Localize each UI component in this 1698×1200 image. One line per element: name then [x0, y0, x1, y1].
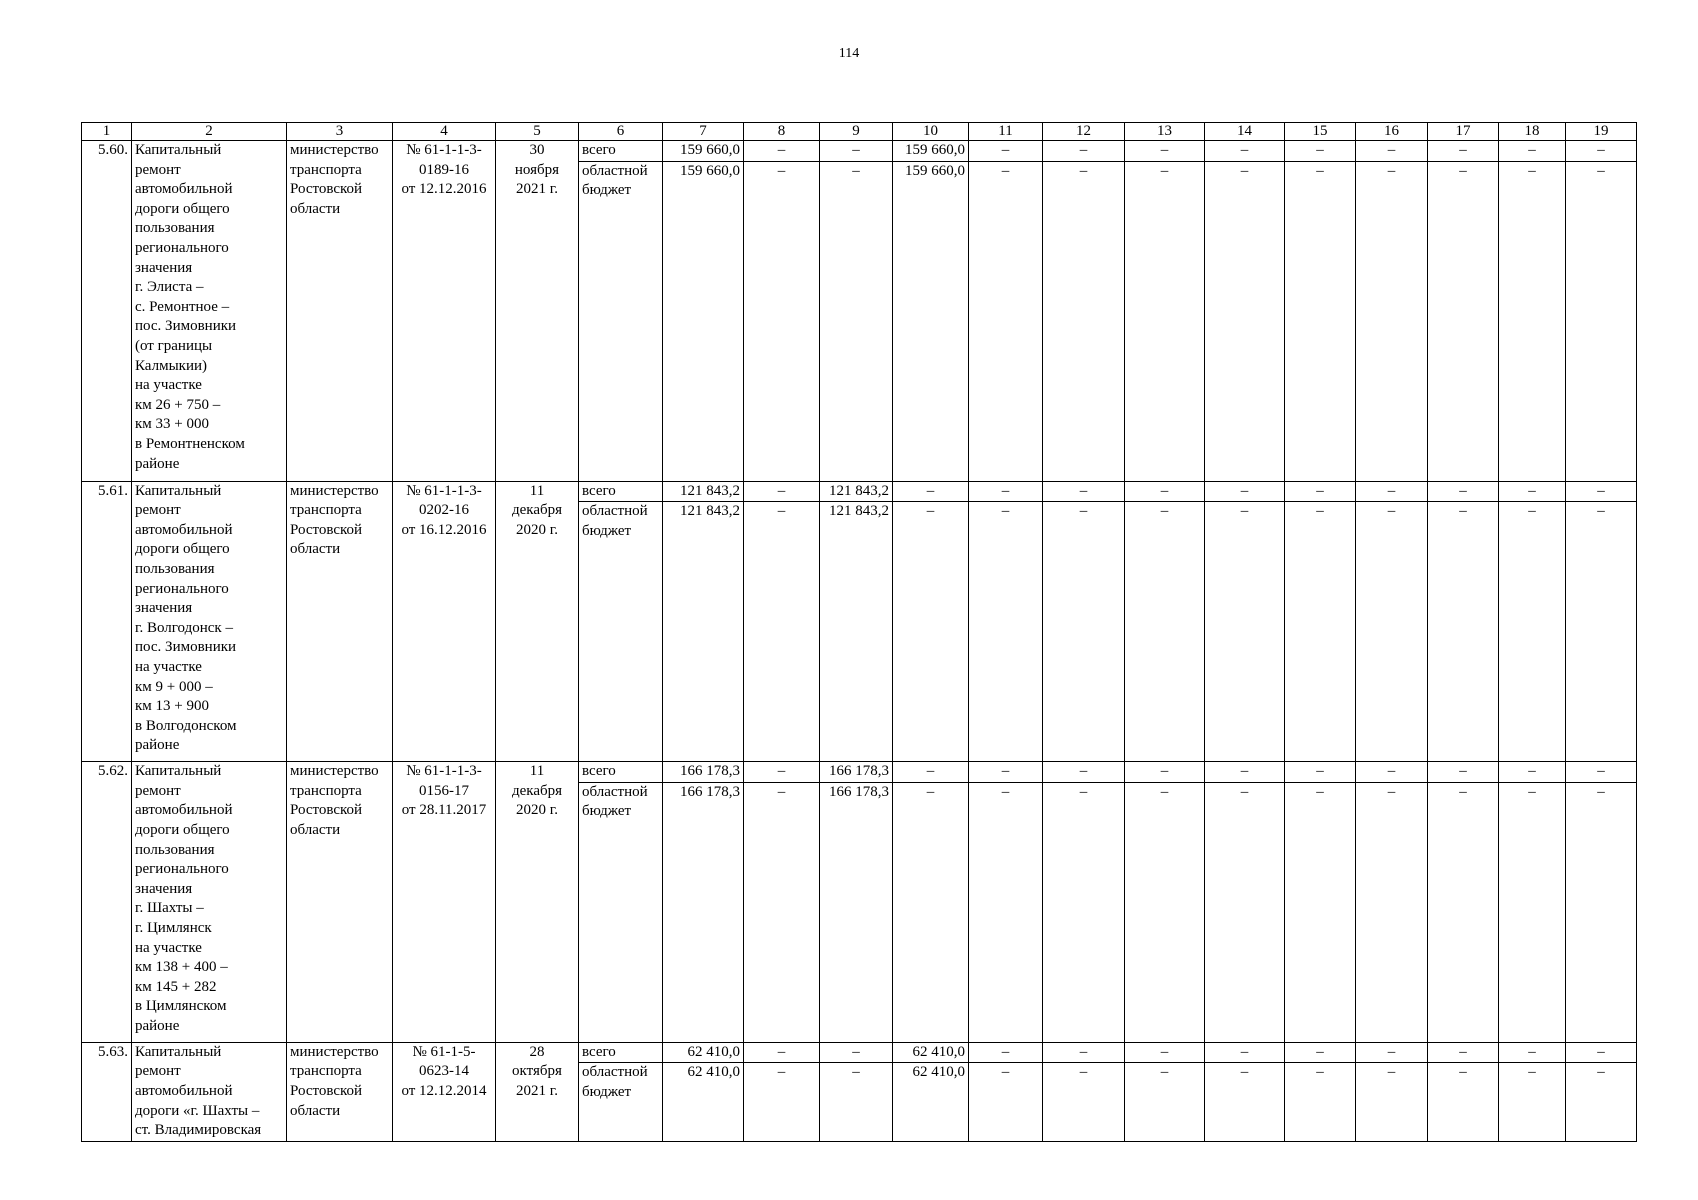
amount-cell: –: [1285, 502, 1356, 762]
amount-cell: –: [1043, 1042, 1125, 1063]
amount-cell: –: [744, 161, 820, 481]
row-number: 5.62.: [82, 762, 132, 1043]
table-row: [82, 762, 1637, 783]
amount-cell: –: [1125, 161, 1205, 481]
amount-cell: –: [1499, 762, 1566, 783]
amount-cell: –: [1566, 1063, 1637, 1141]
table-body: [82, 141, 1637, 1142]
amount-cell: –: [1285, 762, 1356, 783]
object-name: Капитальный ремонт автомобильной дороги «г. Шахты – ст. Владимировская: [132, 1042, 287, 1141]
amount-cell: –: [1285, 161, 1356, 481]
amount-cell: –: [1566, 782, 1637, 1042]
amount-cell: 159 660,0: [893, 141, 969, 162]
amount-cell: –: [1125, 141, 1205, 162]
amount-cell: –: [1205, 481, 1285, 502]
amount-cell: –: [1428, 1042, 1499, 1063]
column-header: 11: [969, 123, 1043, 141]
header-row: [82, 123, 1637, 141]
amount-cell: –: [969, 762, 1043, 783]
amount-cell: –: [744, 1042, 820, 1063]
amount-cell: –: [1285, 141, 1356, 162]
amount-cell: –: [1499, 141, 1566, 162]
table-row: [82, 141, 1637, 162]
amount-cell: 62 410,0: [663, 1042, 744, 1063]
amount-cell: –: [1125, 782, 1205, 1042]
amount-cell: –: [1499, 502, 1566, 762]
amount-cell: 159 660,0: [663, 141, 744, 162]
amount-cell: –: [1205, 782, 1285, 1042]
completion-date: 28 октября 2021 г.: [496, 1042, 579, 1141]
column-header: 19: [1566, 123, 1637, 141]
amount-cell: –: [744, 481, 820, 502]
amount-cell: 62 410,0: [893, 1063, 969, 1141]
amount-cell: –: [893, 481, 969, 502]
table-row: [82, 1042, 1637, 1063]
amount-cell: –: [969, 782, 1043, 1042]
amount-cell: 121 843,2: [663, 502, 744, 762]
completion-date: 30 ноября 2021 г.: [496, 141, 579, 482]
amount-cell: –: [1356, 141, 1428, 162]
column-header: 6: [579, 123, 663, 141]
amount-cell: –: [820, 141, 893, 162]
amount-cell: –: [1356, 161, 1428, 481]
column-header: 5: [496, 123, 579, 141]
amount-cell: –: [1428, 762, 1499, 783]
amount-cell: –: [1043, 141, 1125, 162]
amount-cell: –: [1205, 1042, 1285, 1063]
column-header: 1: [82, 123, 132, 141]
amount-cell: –: [1499, 161, 1566, 481]
amount-cell: –: [1125, 1063, 1205, 1141]
funding-source: областной бюджет: [579, 161, 663, 481]
amount-cell: –: [1043, 502, 1125, 762]
amount-cell: 159 660,0: [893, 161, 969, 481]
amount-cell: –: [969, 502, 1043, 762]
amount-cell: –: [1566, 481, 1637, 502]
funding-source: всего: [579, 762, 663, 783]
project-document: № 61-1-1-3- 0156-17 от 28.11.2017: [393, 762, 496, 1043]
funding-source: всего: [579, 1042, 663, 1063]
amount-cell: –: [1428, 502, 1499, 762]
amount-cell: –: [1356, 502, 1428, 762]
column-header: 3: [287, 123, 393, 141]
amount-cell: –: [1499, 1063, 1566, 1141]
amount-cell: –: [1043, 782, 1125, 1042]
amount-cell: 62 410,0: [893, 1042, 969, 1063]
table-row: [82, 481, 1637, 502]
funding-source: областной бюджет: [579, 502, 663, 762]
amount-cell: –: [1125, 502, 1205, 762]
table-header: [82, 123, 1637, 141]
amount-cell: –: [893, 502, 969, 762]
amount-cell: –: [1285, 1063, 1356, 1141]
completion-date: 11 декабря 2020 г.: [496, 762, 579, 1043]
amount-cell: –: [1499, 1042, 1566, 1063]
amount-cell: –: [744, 762, 820, 783]
amount-cell: –: [1043, 1063, 1125, 1141]
project-document: № 61-1-5- 0623-14 от 12.12.2014: [393, 1042, 496, 1141]
budget-table: [81, 122, 1637, 1142]
amount-cell: 166 178,3: [663, 782, 744, 1042]
page-number: 114: [838, 46, 860, 61]
column-header: 17: [1428, 123, 1499, 141]
amount-cell: 121 843,2: [663, 481, 744, 502]
amount-cell: –: [1356, 1042, 1428, 1063]
amount-cell: –: [1428, 141, 1499, 162]
amount-cell: –: [1285, 782, 1356, 1042]
amount-cell: –: [1125, 481, 1205, 502]
amount-cell: –: [1356, 782, 1428, 1042]
amount-cell: –: [893, 762, 969, 783]
column-header: 7: [663, 123, 744, 141]
object-name: Капитальный ремонт автомобильной дороги общего пользования регионального значения г. Шахты – г. Цимлянск на участке км 138 + 400 – км 145 + 282 в Цимлянском районе: [132, 762, 287, 1043]
amount-cell: –: [893, 782, 969, 1042]
object-name: Капитальный ремонт автомобильной дороги общего пользования регионального значения г. Элиста – с. Ремонтное – пос. Зимовники (от границы Калмыкии) на участке км 26 + 750 – км 33 + 000 в Ремонтненском районе: [132, 141, 287, 482]
column-header: 8: [744, 123, 820, 141]
column-header: 18: [1499, 123, 1566, 141]
amount-cell: –: [744, 782, 820, 1042]
row-number: 5.63.: [82, 1042, 132, 1141]
funding-source: областной бюджет: [579, 782, 663, 1042]
amount-cell: –: [1428, 1063, 1499, 1141]
amount-cell: –: [1285, 1042, 1356, 1063]
amount-cell: –: [1205, 141, 1285, 162]
amount-cell: –: [1043, 481, 1125, 502]
project-document: № 61-1-1-3- 0189-16 от 12.12.2016: [393, 141, 496, 482]
amount-cell: –: [1566, 161, 1637, 481]
amount-cell: –: [744, 1063, 820, 1141]
amount-cell: –: [1566, 1042, 1637, 1063]
amount-cell: –: [1566, 141, 1637, 162]
amount-cell: –: [1566, 762, 1637, 783]
amount-cell: –: [1428, 161, 1499, 481]
amount-cell: –: [969, 161, 1043, 481]
amount-cell: –: [1356, 1063, 1428, 1141]
column-header: 14: [1205, 123, 1285, 141]
amount-cell: –: [1356, 762, 1428, 783]
amount-cell: –: [1205, 762, 1285, 783]
column-header: 15: [1285, 123, 1356, 141]
amount-cell: 159 660,0: [663, 161, 744, 481]
amount-cell: –: [1125, 762, 1205, 783]
amount-cell: –: [1043, 161, 1125, 481]
amount-cell: –: [969, 481, 1043, 502]
amount-cell: –: [1428, 782, 1499, 1042]
funding-source: всего: [579, 481, 663, 502]
amount-cell: –: [820, 161, 893, 481]
amount-cell: –: [1428, 481, 1499, 502]
amount-cell: 166 178,3: [820, 762, 893, 783]
amount-cell: –: [1205, 502, 1285, 762]
amount-cell: –: [1499, 782, 1566, 1042]
responsible-org: министерство транспорта Ростовской области: [287, 481, 393, 762]
funding-source: областной бюджет: [579, 1063, 663, 1141]
column-header: 13: [1125, 123, 1205, 141]
amount-cell: –: [1205, 161, 1285, 481]
amount-cell: 166 178,3: [663, 762, 744, 783]
amount-cell: –: [1043, 762, 1125, 783]
amount-cell: –: [1499, 481, 1566, 502]
amount-cell: –: [820, 1063, 893, 1141]
responsible-org: министерство транспорта Ростовской области: [287, 762, 393, 1043]
amount-cell: 62 410,0: [663, 1063, 744, 1141]
column-header: 16: [1356, 123, 1428, 141]
responsible-org: министерство транспорта Ростовской области: [287, 141, 393, 482]
amount-cell: –: [969, 1063, 1043, 1141]
amount-cell: 121 843,2: [820, 502, 893, 762]
responsible-org: министерство транспорта Ростовской области: [287, 1042, 393, 1141]
column-header: 10: [893, 123, 969, 141]
amount-cell: –: [820, 1042, 893, 1063]
amount-cell: 166 178,3: [820, 782, 893, 1042]
amount-cell: –: [1125, 1042, 1205, 1063]
column-header: 12: [1043, 123, 1125, 141]
amount-cell: –: [744, 141, 820, 162]
project-document: № 61-1-1-3- 0202-16 от 16.12.2016: [393, 481, 496, 762]
amount-cell: –: [744, 502, 820, 762]
amount-cell: –: [1566, 502, 1637, 762]
object-name: Капитальный ремонт автомобильной дороги общего пользования регионального значения г. Волгодонск – пос. Зимовники на участке км 9 + 000 – км 13 + 900 в Волгодонском районе: [132, 481, 287, 762]
amount-cell: –: [1356, 481, 1428, 502]
amount-cell: –: [1285, 481, 1356, 502]
row-number: 5.60.: [82, 141, 132, 482]
amount-cell: 121 843,2: [820, 481, 893, 502]
row-number: 5.61.: [82, 481, 132, 762]
column-header: 9: [820, 123, 893, 141]
amount-cell: –: [1205, 1063, 1285, 1141]
funding-source: всего: [579, 141, 663, 162]
amount-cell: –: [969, 141, 1043, 162]
completion-date: 11 декабря 2020 г.: [496, 481, 579, 762]
amount-cell: –: [969, 1042, 1043, 1063]
column-header: 4: [393, 123, 496, 141]
column-header: 2: [132, 123, 287, 141]
